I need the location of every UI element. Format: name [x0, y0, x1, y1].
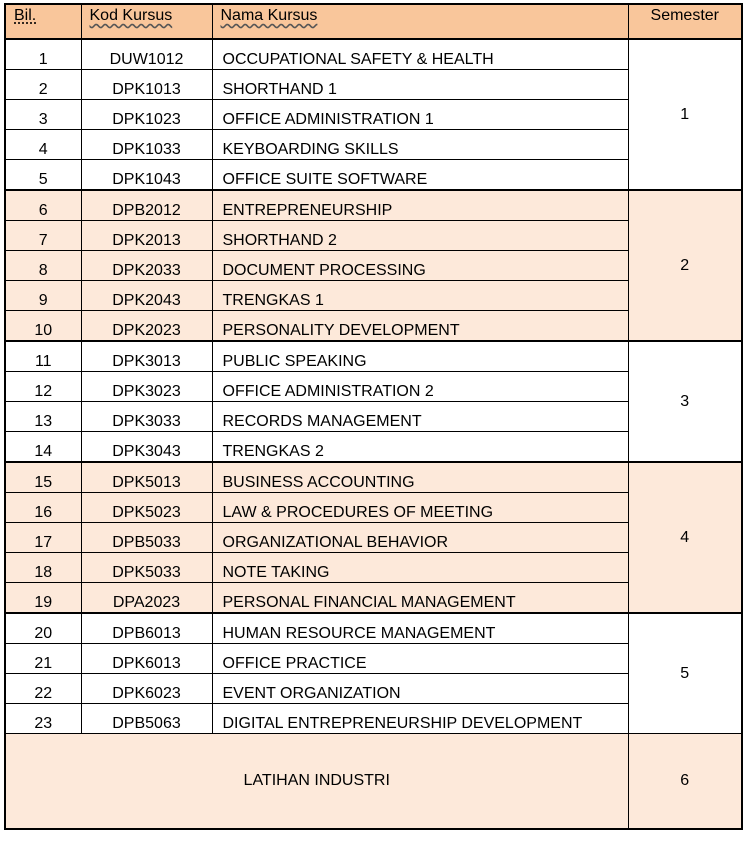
bil-cell: 16 — [5, 493, 81, 523]
course-code-cell: DPK2033 — [81, 251, 212, 281]
semester-group — [5, 462, 742, 613]
course-code-cell: DPA2023 — [81, 583, 212, 614]
industry-training-label: LATIHAN INDUSTRI — [5, 734, 628, 830]
course-name-cell: TRENGKAS 1 — [212, 281, 628, 311]
course-code-cell: DPB6013 — [81, 613, 212, 644]
header-bil-label: Bil. — [14, 7, 37, 24]
course-name-cell: HUMAN RESOURCE MANAGEMENT — [212, 613, 628, 644]
course-name-cell: RECORDS MANAGEMENT — [212, 402, 628, 432]
industry-row — [5, 734, 742, 830]
course-name-cell: PERSONAL FINANCIAL MANAGEMENT — [212, 583, 628, 614]
header-bil — [5, 4, 81, 39]
course-code-cell: DPK1033 — [81, 130, 212, 160]
bil-cell: 22 — [5, 674, 81, 704]
course-code-cell: DPK2043 — [81, 281, 212, 311]
course-name-cell: KEYBOARDING SKILLS — [212, 130, 628, 160]
course-name-cell: EVENT ORGANIZATION — [212, 674, 628, 704]
bil-cell: 18 — [5, 553, 81, 583]
course-code-cell: DPB5063 — [81, 704, 212, 734]
course-code-cell: DPK5013 — [81, 462, 212, 493]
bil-cell: 3 — [5, 100, 81, 130]
industry-semester-cell: 6 — [628, 734, 742, 830]
course-name-cell: NOTE TAKING — [212, 553, 628, 583]
course-code-cell: DPK6013 — [81, 644, 212, 674]
course-name-cell: DIGITAL ENTREPRENEURSHIP DEVELOPMENT — [212, 704, 628, 734]
bil-cell: 11 — [5, 341, 81, 372]
header-code-label: Kod Kursus — [89, 7, 173, 24]
course-name-cell: ORGANIZATIONAL BEHAVIOR — [212, 523, 628, 553]
bil-cell: 6 — [5, 190, 81, 221]
course-name-cell: SHORTHAND 2 — [212, 221, 628, 251]
header-name — [212, 4, 628, 39]
semester-cell: 5 — [628, 613, 742, 734]
course-name-cell: OFFICE SUITE SOFTWARE — [212, 160, 628, 191]
course-code-cell: DPK1013 — [81, 70, 212, 100]
bil-cell: 1 — [5, 39, 81, 70]
header-semester-label: Semester — [650, 7, 719, 24]
table-header — [5, 4, 742, 39]
bil-cell: 12 — [5, 372, 81, 402]
bil-cell: 4 — [5, 130, 81, 160]
semester-cell: 1 — [628, 39, 742, 190]
bil-cell: 20 — [5, 613, 81, 644]
semester-cell: 2 — [628, 190, 742, 341]
header-semester — [628, 4, 742, 39]
header-name-label: Nama Kursus — [220, 7, 318, 24]
course-name-cell: TRENGKAS 2 — [212, 432, 628, 463]
course-name-cell: PERSONALITY DEVELOPMENT — [212, 311, 628, 342]
bil-cell: 5 — [5, 160, 81, 191]
header-code — [81, 4, 212, 39]
course-name-cell: BUSINESS ACCOUNTING — [212, 462, 628, 493]
course-code-cell: DUW1012 — [81, 39, 212, 70]
course-name-cell: OFFICE ADMINISTRATION 1 — [212, 100, 628, 130]
course-code-cell: DPB2012 — [81, 190, 212, 221]
bil-cell: 19 — [5, 583, 81, 614]
course-code-cell: DPK5033 — [81, 553, 212, 583]
bil-cell: 13 — [5, 402, 81, 432]
table-row — [5, 462, 742, 493]
course-name-cell: OFFICE PRACTICE — [212, 644, 628, 674]
table-row — [5, 190, 742, 221]
table-row — [5, 613, 742, 644]
course-code-cell: DPK3023 — [81, 372, 212, 402]
course-code-cell: DPK3043 — [81, 432, 212, 463]
table-row — [5, 39, 742, 70]
bil-cell: 10 — [5, 311, 81, 342]
semester-group — [5, 39, 742, 190]
course-code-cell: DPK1043 — [81, 160, 212, 191]
course-code-cell: DPK3033 — [81, 402, 212, 432]
bil-cell: 23 — [5, 704, 81, 734]
course-code-cell: DPB5033 — [81, 523, 212, 553]
bil-cell: 9 — [5, 281, 81, 311]
course-table — [4, 3, 743, 830]
course-code-cell: DPK2013 — [81, 221, 212, 251]
header-row — [5, 4, 742, 39]
course-code-cell: DPK1023 — [81, 100, 212, 130]
bil-cell: 15 — [5, 462, 81, 493]
course-name-cell: DOCUMENT PROCESSING — [212, 251, 628, 281]
bil-cell: 2 — [5, 70, 81, 100]
table-row — [5, 341, 742, 372]
bil-cell: 21 — [5, 644, 81, 674]
course-code-cell: DPK3013 — [81, 341, 212, 372]
bil-cell: 8 — [5, 251, 81, 281]
semester-cell: 4 — [628, 462, 742, 613]
bil-cell: 17 — [5, 523, 81, 553]
semester-group — [5, 613, 742, 734]
course-name-cell: OCCUPATIONAL SAFETY & HEALTH — [212, 39, 628, 70]
bil-cell: 7 — [5, 221, 81, 251]
course-name-cell: SHORTHAND 1 — [212, 70, 628, 100]
course-code-cell: DPK5023 — [81, 493, 212, 523]
course-code-cell: DPK6023 — [81, 674, 212, 704]
course-name-cell: PUBLIC SPEAKING — [212, 341, 628, 372]
semester-group — [5, 190, 742, 341]
industry-group — [5, 734, 742, 830]
semester-group — [5, 341, 742, 462]
course-name-cell: ENTREPRENEURSHIP — [212, 190, 628, 221]
bil-cell: 14 — [5, 432, 81, 463]
course-code-cell: DPK2023 — [81, 311, 212, 342]
course-name-cell: OFFICE ADMINISTRATION 2 — [212, 372, 628, 402]
course-name-cell: LAW & PROCEDURES OF MEETING — [212, 493, 628, 523]
semester-cell: 3 — [628, 341, 742, 462]
